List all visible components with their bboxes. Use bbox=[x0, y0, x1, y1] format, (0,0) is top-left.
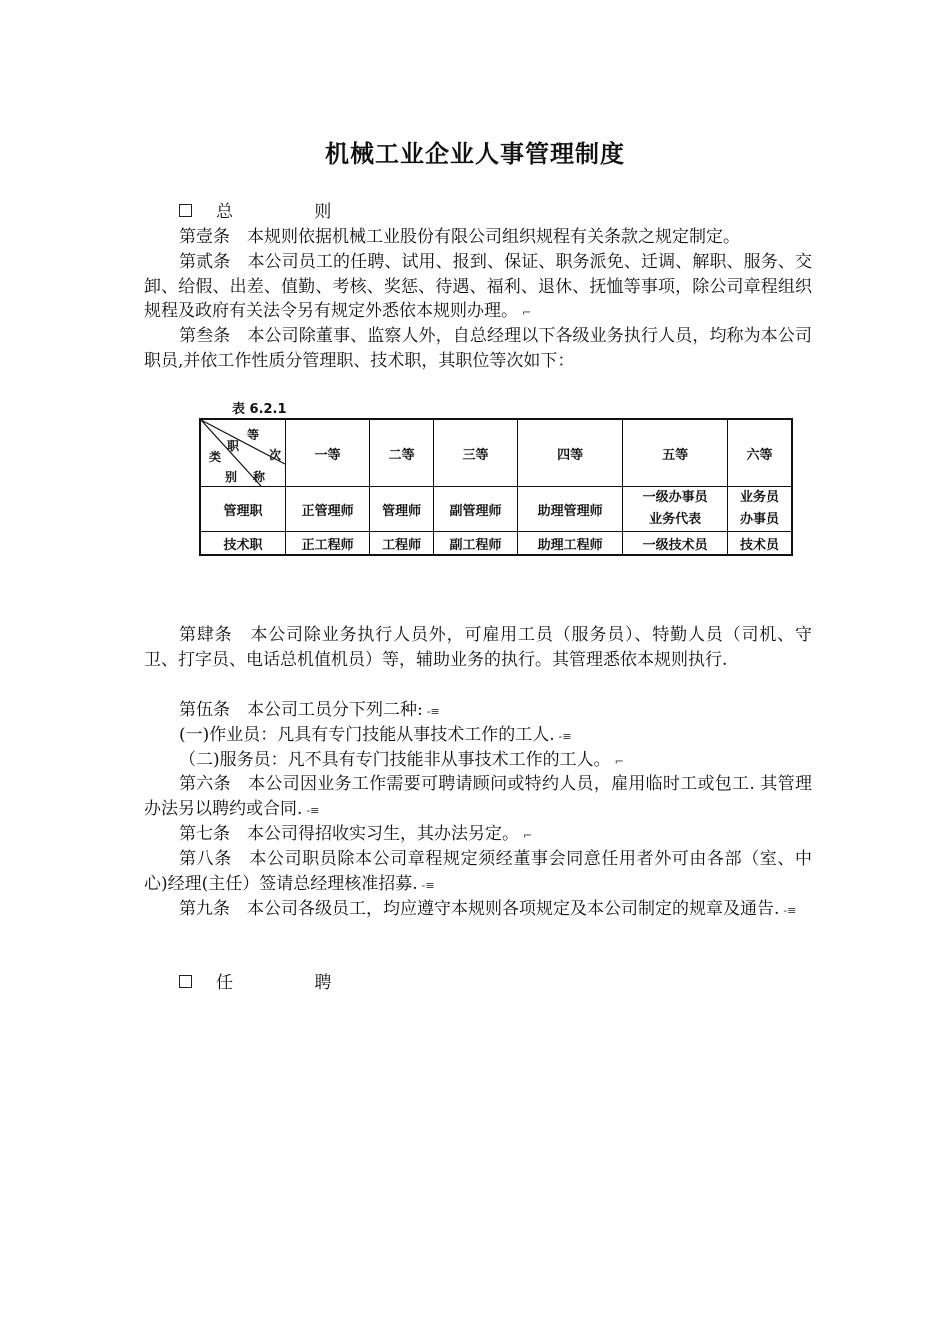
article-2 bbox=[144, 250, 812, 326]
table-cell bbox=[623, 487, 728, 532]
article-3-text: 第叁条 本公司除董事、监察人外，自总经理以下各级业务执行人员，均称为本公司职员,并依工作性质分管理职、技术职，其职位等次如下： bbox=[144, 326, 812, 371]
table-cell: 工程师 bbox=[370, 532, 434, 556]
edit-mark-icon: ⌐ bbox=[614, 755, 624, 768]
article-6 bbox=[144, 772, 812, 823]
grade-header: 一等 bbox=[286, 419, 370, 487]
row-label: 管理职 bbox=[200, 487, 286, 532]
cell-line: 一级办事员 bbox=[642, 490, 708, 505]
table-header-row bbox=[200, 419, 792, 487]
edit-mark-icon: ⌐ bbox=[523, 829, 533, 842]
corner-label-deng: 等 bbox=[247, 428, 260, 442]
table-cell: 技术员 bbox=[728, 532, 792, 556]
section-heading-general bbox=[179, 200, 369, 224]
article-4-text: 第肆条 本公司除业务执行人员外，可雇用工员（服务员）、特勤人员（司机、守卫、打字员、电话总机值机员）等，辅助业务的执行。其管理悉依本规则执行. bbox=[144, 625, 812, 670]
table-cell bbox=[728, 487, 792, 532]
job-grade-table bbox=[199, 418, 793, 556]
checkbox-square-icon bbox=[179, 975, 192, 988]
item-2-text: （二)服务员：凡不具有专门技能非从事技术工作的工人。 bbox=[179, 750, 611, 770]
article-8-text: 第八条 本公司职员除本公司章程规定须经董事会同意任用者外可由各部（室、中心)经理(主任）签请总经理核准招募. bbox=[144, 849, 812, 894]
corner-label-lei: 类 bbox=[209, 450, 222, 464]
edit-mark-icon: -≡ bbox=[783, 904, 797, 917]
edit-mark-icon: -≡ bbox=[426, 705, 440, 718]
row-label: 技术职 bbox=[200, 532, 286, 556]
corner-label-ci: 次 bbox=[269, 448, 282, 462]
table-row-management bbox=[200, 487, 792, 532]
article-3 bbox=[144, 324, 812, 373]
article-8 bbox=[144, 847, 812, 898]
article-4 bbox=[144, 623, 812, 672]
table-cell: 正管理师 bbox=[286, 487, 370, 532]
table-cell: 正工程师 bbox=[286, 532, 370, 556]
article-1 bbox=[144, 225, 812, 250]
corner-label-zhi: 职 bbox=[227, 439, 240, 453]
article-7 bbox=[144, 822, 812, 849]
article-5-item-1 bbox=[144, 723, 812, 750]
article-1-text: 第壹条 本规则依据机械工业股份有限公司组织规程有关条款之规定制定。 bbox=[179, 227, 740, 247]
section-label: 总 则 bbox=[216, 202, 370, 222]
article-2-text: 第贰条 本公司员工的任聘、试用、报到、保证、职务派免、迁调、解职、服务、交卸、给假、出差、值勤、考核、奖惩、待遇、福利、退休、抚恤等事项，除公司章程组织规程及政府有关法令另有规定外悉依本规则办理。 bbox=[144, 252, 812, 321]
edit-mark-icon: -≡ bbox=[421, 878, 435, 892]
table-cell: 助理管理师 bbox=[518, 487, 623, 532]
grade-header: 六等 bbox=[728, 419, 792, 487]
table-cell: 副工程师 bbox=[433, 532, 517, 556]
table-cell: 一级技术员 bbox=[623, 532, 728, 556]
table-corner-cell bbox=[200, 419, 286, 487]
table-cell: 助理工程师 bbox=[518, 532, 623, 556]
article-5-item-2 bbox=[144, 748, 812, 775]
edit-mark-icon: -≡ bbox=[558, 730, 572, 743]
article-7-text: 第七条 本公司得招收实习生，其办法另定。 bbox=[179, 824, 519, 844]
item-1-text: (一)作业员：凡具有专门技能从事技术工作的工人. bbox=[179, 725, 555, 745]
table-caption: 表 6.2.1 bbox=[232, 402, 287, 417]
article-6-text: 第六条 本公司因业务工作需要可聘请顾问或特约人员，雇用临时工或包工. 其管理办法另以聘约或合同. bbox=[144, 774, 812, 819]
cell-line: 业务代表 bbox=[649, 512, 702, 527]
table-row-technical bbox=[200, 532, 792, 556]
table-cell: 管理师 bbox=[370, 487, 434, 532]
article-9-text: 第九条 本公司各级员工，均应遵守本规则各项规定及本公司制定的规章及通告. bbox=[179, 899, 780, 919]
edit-mark-icon: -≡ bbox=[306, 803, 320, 817]
checkbox-square-icon bbox=[179, 204, 192, 217]
grade-header: 三等 bbox=[433, 419, 517, 487]
cell-line: 办事员 bbox=[740, 512, 780, 527]
article-5 bbox=[144, 698, 812, 725]
grade-header: 四等 bbox=[518, 419, 623, 487]
edit-mark-icon: ⌐ bbox=[522, 306, 532, 319]
article-5-text: 第伍条 本公司工员分下列二种: bbox=[179, 700, 423, 720]
table-cell: 副管理师 bbox=[433, 487, 517, 532]
section-label: 任 聘 bbox=[216, 973, 370, 993]
corner-label-bie: 别 bbox=[225, 470, 238, 484]
cell-line: 业务员 bbox=[740, 490, 780, 505]
document-title: 机械工业企业人事管理制度 bbox=[325, 140, 625, 168]
grade-header: 二等 bbox=[370, 419, 434, 487]
corner-label-cheng: 称 bbox=[253, 470, 266, 484]
section-heading-appointment bbox=[179, 971, 369, 995]
article-9 bbox=[144, 897, 812, 924]
grade-header: 五等 bbox=[623, 419, 728, 487]
